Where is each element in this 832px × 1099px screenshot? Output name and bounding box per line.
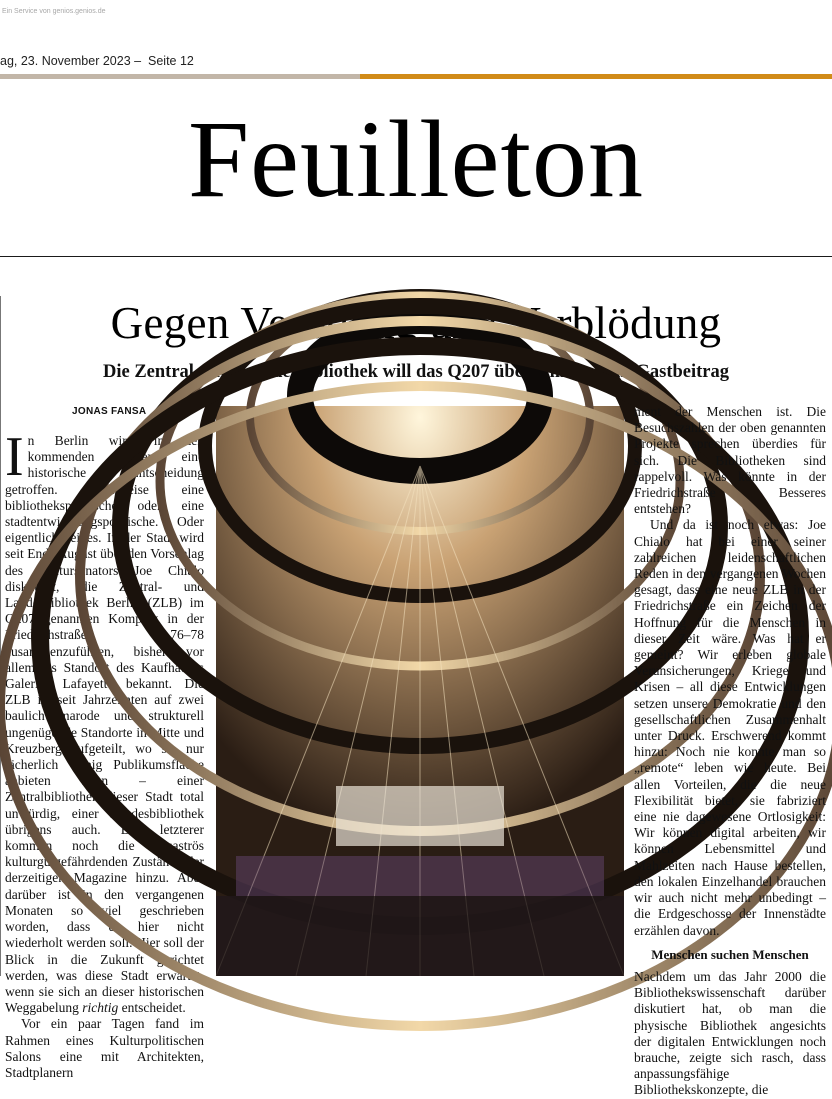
right-paragraph-1: ment der Menschen ist. Die Besuchszahlen der oben genannten Projekte sprechen überdies für sich. Die Bibliotheken sind rappelvoll. Was könnte in der Friedrichstraße Besseres entstehen?: [634, 404, 826, 517]
right-text-column: [634, 404, 826, 1098]
left-paragraph-1: [5, 426, 204, 1016]
top-rule-gold: [360, 74, 832, 79]
left-paragraph-1-text: n Berlin wird in den kommenden Tagen eine historische Entscheidung getroffen. Wahlweise eine bibliothekspolitische oder eine stadtentwicklungspolitische. Oder eigentlich beides. In der Stadt wird seit Ende August über den Vorschlag des Kultursenators Joe Chialo diskutiert, die Zentral- und Landesbibliothek Berlin (ZLB) im Q207 genannten Komplex in der Friedrichstraße 76–78 zusammenzuführen, bisher vor allem als Standort des Kaufhauses Galeries Lafayette bekannt. Die ZLB ist seit Jahrzehnten auf zwei baulich marode und strukturell ungenügende Standorte in Mitte und Kreuzberg aufgeteilt, wo sie nur lächerlich wenig Publikumsfläche anbieten kann – einer Zentralbibliothek dieser Stadt total unwürdig, einer Landesbibliothek übrigens auch. Bei letzterer kommen noch die desaströs kulturgutgefährdenden Zustände der derzeitigen Magazine hinzu. Aber darüber ist in den vergangenen Monaten so viel geschrieben worden, dass es hier nicht wiederholt werden soll. Hier soll der Blick in die Zukunft gerichtet werden, was diese Stadt erwartet, wenn sie sich an dieser historischen Weggabelung: [5, 433, 204, 1016]
drop-cap: I: [5, 426, 24, 488]
article-photo: [216, 406, 624, 976]
emphasis-richtig: richtig: [82, 1000, 119, 1016]
section-title: Feuilleton: [187, 98, 645, 220]
right-paragraph-3: Nachdem um das Jahr 2000 die Bibliothekswissenschaft darüber diskutiert hat, ob man die physische Bibliothek angesichts der digitalen Entwicklungen noch brauche, zeigte sich rasch, dass anpassungsfähige Bibliothekskonzepte, die: [634, 968, 826, 1098]
byline: JONAS FANSA: [72, 406, 147, 417]
article-headline: Gegen Verödung und Verblödung: [110, 298, 722, 348]
watermark: Ein Service von genios.genios.de: [2, 8, 106, 15]
dateline: ag, 23. November 2023 – Seite 12: [0, 54, 194, 68]
top-rule-grey: [0, 74, 360, 79]
left-text-column: [5, 426, 204, 1080]
atrium-photo-illustration: [216, 406, 624, 976]
right-paragraph-2: Und da ist noch etwas: Joe Chialo hat bei einer seiner zahlreichen leidenschaftlichen Reden in den vergangenen Wochen gesagt, dass eine neue ZLB in der Friedrichstraße ein Zeichen der Hoffnung für die Menschen in dieser Zeit wäre. Was hat er gemeint? Wir erleben globale Verunsicherungen, Kriege und Krisen – all diese Entwicklungen setzen unsere Demokratie und den gesellschaftlichen Zusammenhalt unter Druck. Erschwerend kommt hinzu: Noch nie konnte man so „remote“ leben wie heute. Bei allen Vorteilen, die die neue Flexibilität bietet, sie fabriziert eine nie dagewesene Ortlosigkeit: Wir können digital arbeiten, wir können Lebensmittel und Mahlzeiten nach Hause bestellen, den lokalen Einzelhandel brauchen wir auch nicht mehr unbedingt – die Erdgeschosse der Innenstädte erzählen davon.: [634, 517, 826, 938]
left-paragraph-2: Vor ein paar Tagen fand im Rahmen eines Kulturpolitischen Salons eine mit Architekten, Stadtplanern: [5, 1016, 204, 1080]
section-divider: [0, 256, 832, 257]
column-rule: [0, 296, 1, 976]
article-subhead: Die Zentral- und Landesbibliothek will das Q207 übernehmen. Ein Gastbeitrag: [102, 362, 729, 382]
left-paragraph-1-end: entscheidet.: [121, 1000, 186, 1016]
article-subheading: Menschen suchen Menschen: [651, 946, 809, 962]
